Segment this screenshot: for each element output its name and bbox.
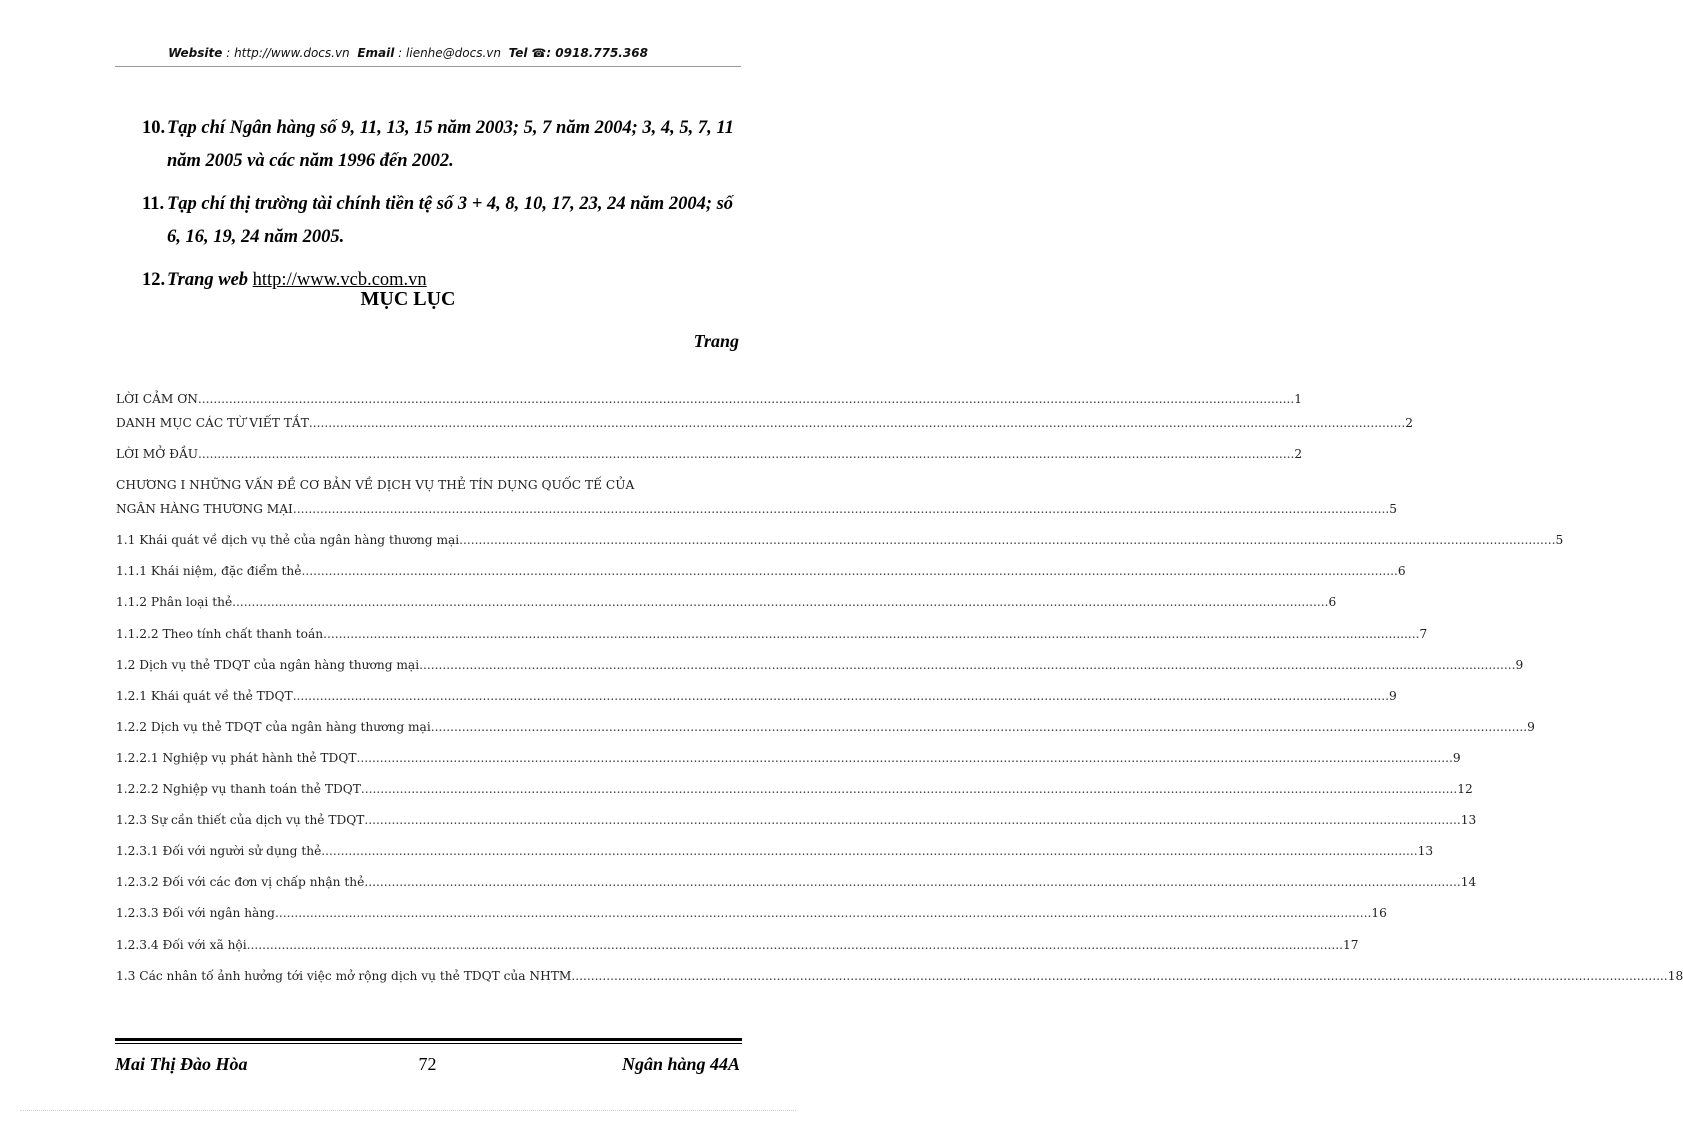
- toc-entry-page: 17: [1343, 937, 1359, 952]
- toc-entry-page: 9: [1389, 688, 1397, 703]
- toc-entry-page: 14: [1460, 875, 1477, 890]
- toc-leader: [364, 813, 1460, 827]
- toc-leader: [571, 969, 1667, 983]
- toc-leader: [232, 595, 1328, 609]
- toc-leader: [364, 875, 1460, 889]
- toc-entry-page: 9: [1527, 719, 1535, 734]
- footer-author: Mai Thị Đào Hòa: [115, 1054, 248, 1074]
- toc-entry-title: LỜI CẢM ƠN: [116, 392, 198, 406]
- toc-entry-page: 9: [1452, 750, 1461, 765]
- toc-leader: [356, 751, 1452, 765]
- reference-item: [142, 112, 742, 178]
- toc-entry[interactable]: [116, 937, 1359, 969]
- toc-entry[interactable]: [116, 782, 1473, 813]
- toc-entry-page: 13: [1460, 813, 1477, 828]
- phone-icon: ☎: [531, 46, 547, 60]
- toc-leader: [321, 844, 1417, 858]
- toc-entry[interactable]: [116, 626, 1428, 658]
- footer-divider-thick: [115, 1038, 742, 1041]
- toc-leader: [323, 627, 1419, 641]
- toc-entry-page: 6: [1328, 595, 1337, 610]
- toc-entry-title: 1.2.3.4 Đối với xã hội: [116, 937, 247, 952]
- page-header: [0, 46, 816, 60]
- toc-entry[interactable]: [116, 533, 1564, 564]
- toc-leader: [247, 938, 1343, 952]
- reference-list: [142, 112, 742, 307]
- toc-entry-title: 1.2.2.1 Nghiệp vụ phát hành thẻ TDQT: [116, 750, 357, 765]
- toc-entry-page: 16: [1371, 906, 1387, 921]
- toc-leader: [275, 906, 1371, 920]
- toc-entry[interactable]: [116, 595, 1337, 626]
- toc-entry-title: 1.1.2.2 Theo tính chất thanh toán: [116, 626, 324, 641]
- toc-entry-title: DANH MỤC CÁC TỪ VIẾT TẮT: [116, 416, 309, 430]
- footer-page-number: 72: [418, 1054, 437, 1074]
- toc-entry-title: 1.1.1 Khái niệm, đặc điểm thẻ: [116, 564, 302, 579]
- toc-entry[interactable]: [116, 750, 1461, 782]
- toc-leader: [293, 502, 1389, 516]
- tel-label: Tel: [508, 46, 528, 60]
- toc-leader: [302, 564, 1398, 578]
- reference-number: 11.: [142, 194, 165, 214]
- toc-entry-title: 1.3 Các nhân tố ảnh hưởng tới việc mở rộng dịch vụ thẻ TDQT của NHTM: [116, 968, 572, 983]
- email-address[interactable]: : lienhe@docs.vn: [398, 46, 502, 60]
- toc-entry-page: 2: [1405, 416, 1413, 430]
- toc-entry[interactable]: [116, 688, 1397, 720]
- toc-entry-title: 1.1.2 Phân loại thẻ: [116, 595, 233, 610]
- toc-entry-page: 2: [1294, 447, 1303, 462]
- toc-entry-title: 1.2.2.2 Nghiệp vụ thanh toán thẻ TDQT: [116, 782, 361, 797]
- toc-entry[interactable]: [116, 564, 1406, 595]
- toc-entry-page: 12: [1457, 782, 1473, 797]
- toc-entry-title: 1.1 Khái quát về dịch vụ thẻ của ngân hàng thương mại: [116, 533, 460, 548]
- toc-entry-title: LỜI MỞ ĐẦU: [116, 447, 199, 462]
- email-label: Email: [357, 46, 395, 60]
- footer-divider-thin: [115, 1043, 742, 1044]
- website-url[interactable]: : http://www.docs.vn: [226, 46, 350, 60]
- toc-entry-title: 1.2.3 Sự cần thiết của dịch vụ thẻ TDQT: [116, 813, 365, 828]
- reference-text: Tạp chí thị trường tài chính tiền tệ số 3 + 4, 8, 10, 17, 23, 24 năm 2004; số 6, 16, 19, 24 năm 2005.: [167, 194, 734, 247]
- toc-entry[interactable]: [116, 813, 1477, 844]
- toc-entry-title: 1.2.3.3 Đối với ngân hàng: [116, 906, 275, 921]
- toc-entry-title: NGÂN HÀNG THƯƠNG MẠI: [116, 502, 293, 517]
- reference-text: Trang web: [167, 270, 249, 290]
- toc-entry-title: 1.2 Dịch vụ thẻ TDQT của ngân hàng thương mại: [116, 657, 420, 672]
- toc-entry-page: 6: [1397, 564, 1406, 579]
- toc-entry-page: 7: [1419, 626, 1428, 641]
- toc-entry[interactable]: [116, 502, 1397, 533]
- toc-entry[interactable]: [116, 416, 1413, 447]
- reference-item: [142, 188, 742, 254]
- toc-entry-heading-line[interactable]: [116, 478, 740, 502]
- toc-entry-title: 1.2.1 Khái quát về thẻ TDQT: [116, 688, 293, 703]
- toc-entry[interactable]: [116, 657, 1524, 689]
- reference-number: 12.: [142, 270, 166, 290]
- toc-title: MỤC LỤC: [360, 288, 456, 310]
- toc-entry[interactable]: [116, 968, 1683, 1000]
- toc-leader: [293, 689, 1389, 703]
- reference-link[interactable]: http://www.vcb.com.vn: [252, 270, 427, 290]
- toc-leader: [198, 392, 1294, 406]
- reference-number: 10.: [142, 118, 166, 138]
- toc-entry[interactable]: [116, 447, 1303, 478]
- toc-entry[interactable]: [116, 392, 1303, 416]
- reference-text: Tạp chí Ngân hàng số 9, 11, 13, 15 năm 2003; 5, 7 năm 2004; 3, 4, 5, 7, 11 năm 2005 và các năm 1996 đến 2002.: [167, 118, 734, 171]
- toc-entry-title: 1.2.3.2 Đối với các đơn vị chấp nhận thẻ: [116, 875, 365, 890]
- toc-entry[interactable]: [116, 844, 1434, 875]
- toc-entry-title: CHƯƠNG I NHỮNG VẤN ĐỀ CƠ BẢN VỀ DỊCH VỤ THẺ TÍN DỤNG QUỐC TẾ CỦA: [116, 478, 635, 493]
- page-edge: [20, 1110, 796, 1111]
- toc-page-column-label: Trang: [693, 331, 739, 351]
- table-of-contents: [116, 392, 1683, 1000]
- toc-entry[interactable]: [116, 906, 1387, 937]
- toc-entry-page: 1: [1294, 392, 1303, 406]
- toc-entry[interactable]: [116, 719, 1535, 751]
- website-label: Website: [168, 46, 223, 60]
- toc-leader: [361, 782, 1457, 796]
- header-divider: [115, 66, 741, 67]
- toc-entry-page: 18: [1667, 968, 1683, 983]
- toc-leader: [431, 720, 1527, 734]
- tel-number: : 0918.775.368: [546, 46, 648, 60]
- toc-entry-page: 13: [1417, 844, 1434, 859]
- toc-entry-page: 5: [1389, 502, 1397, 517]
- toc-entry-title: 1.2.3.1 Đối với người sử dụng thẻ: [116, 844, 322, 859]
- toc-entry[interactable]: [116, 875, 1477, 906]
- toc-entry-title: 1.2.2 Dịch vụ thẻ TDQT của ngân hàng thương mại: [116, 719, 431, 734]
- page-footer: [115, 1054, 740, 1078]
- toc-entry-page: 5: [1555, 533, 1564, 548]
- toc-entry-page: 9: [1515, 657, 1524, 672]
- toc-leader: [459, 533, 1555, 547]
- toc-leader: [419, 658, 1515, 672]
- toc-leader: [198, 447, 1294, 461]
- toc-leader: [309, 416, 1405, 430]
- footer-class: Ngân hàng 44A: [621, 1054, 740, 1074]
